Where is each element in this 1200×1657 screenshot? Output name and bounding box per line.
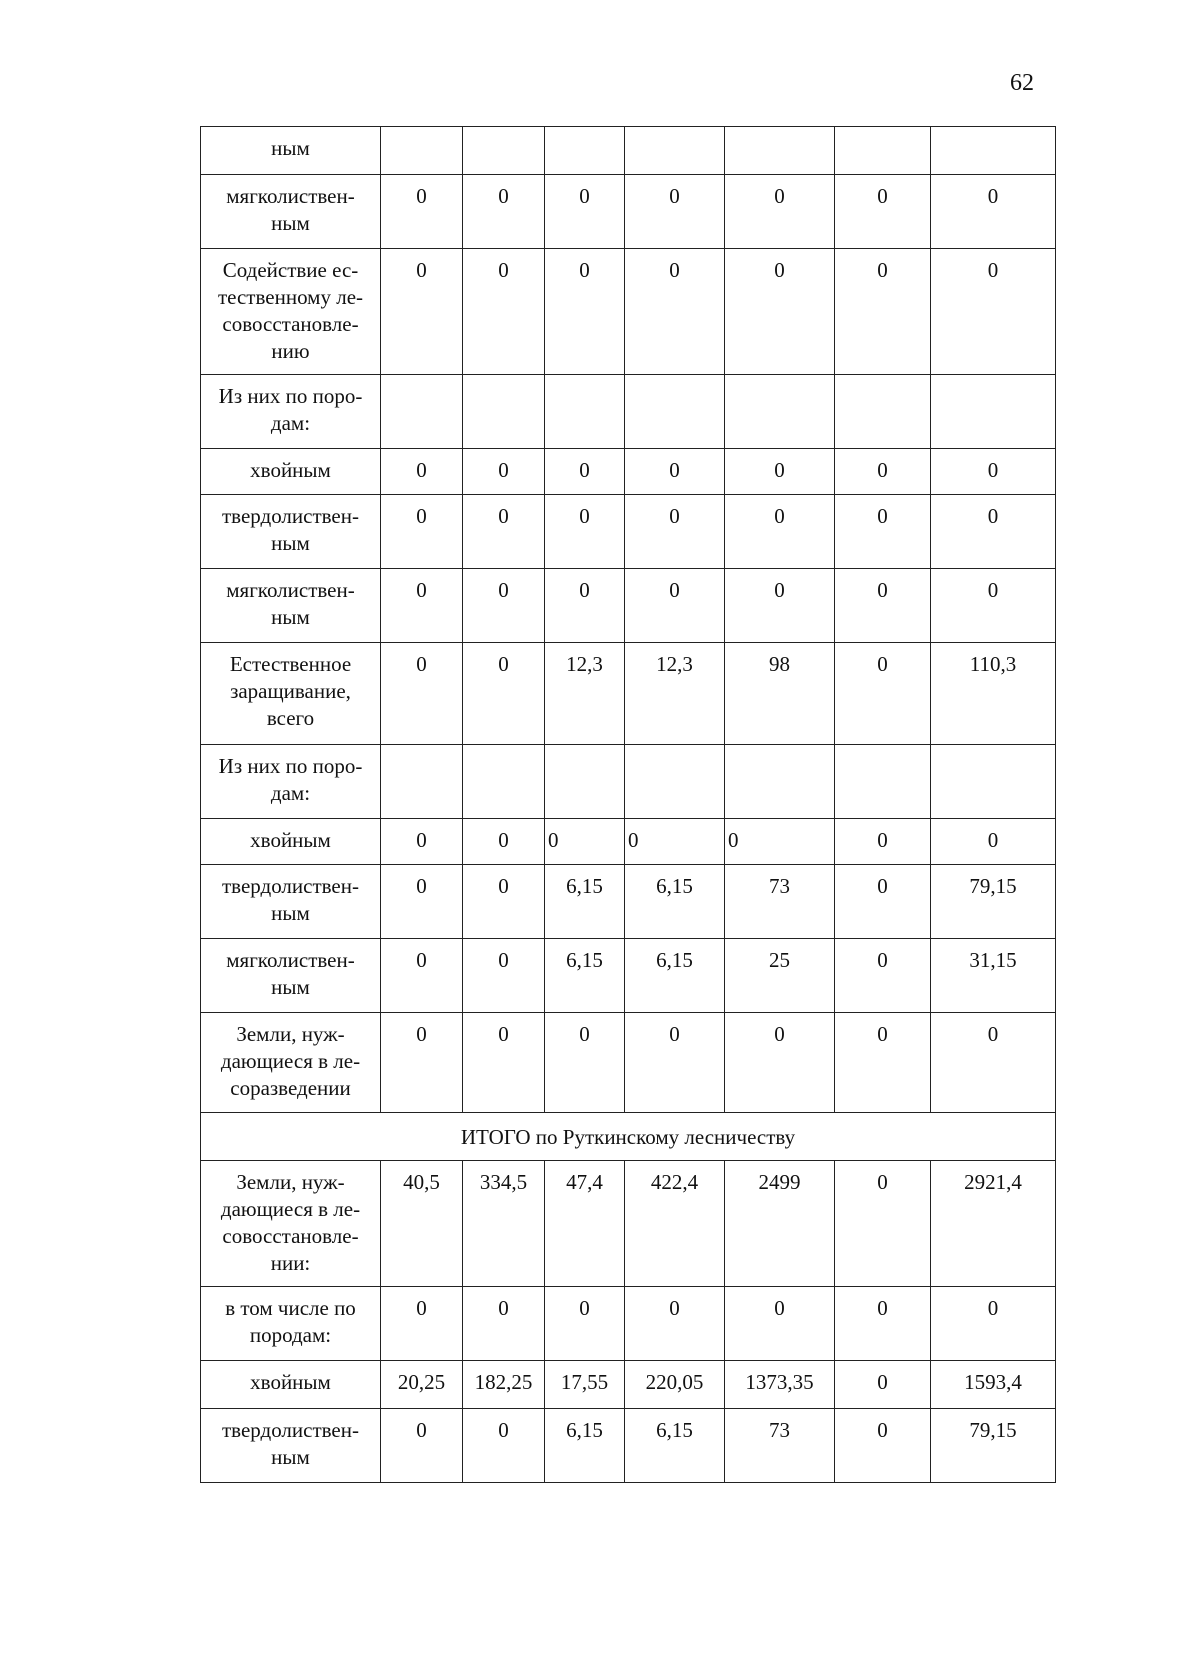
value-cell: 0 <box>835 1361 931 1409</box>
value-cell: 40,5 <box>381 1161 463 1287</box>
table-row <box>201 643 1056 745</box>
value-cell: 0 <box>835 643 931 745</box>
value-cell: 422,4 <box>625 1161 725 1287</box>
value-cell: 220,05 <box>625 1361 725 1409</box>
value-cell: 0 <box>463 495 545 569</box>
value-cell: 110,3 <box>931 643 1056 745</box>
value-cell: 17,55 <box>545 1361 625 1409</box>
value-cell: 0 <box>545 1013 625 1113</box>
value-cell: 0 <box>463 939 545 1013</box>
value-cell: 0 <box>625 1013 725 1113</box>
value-cell <box>381 375 463 449</box>
value-cell: 0 <box>725 495 835 569</box>
value-cell: 0 <box>545 1287 625 1361</box>
value-cell: 0 <box>835 1013 931 1113</box>
value-cell: 0 <box>545 819 625 865</box>
value-cell: 0 <box>625 569 725 643</box>
value-cell: 0 <box>381 643 463 745</box>
value-cell: 0 <box>381 1287 463 1361</box>
value-cell: 0 <box>931 819 1056 865</box>
row-label: ным <box>201 127 381 175</box>
table-row <box>201 569 1056 643</box>
section-row <box>201 1113 1056 1161</box>
value-cell: 0 <box>835 819 931 865</box>
table-row <box>201 1161 1056 1287</box>
value-cell: 2921,4 <box>931 1161 1056 1287</box>
value-cell <box>381 745 463 819</box>
value-cell: 0 <box>625 249 725 375</box>
row-label: мягколиствен-ным <box>201 939 381 1013</box>
value-cell: 0 <box>545 495 625 569</box>
value-cell: 0 <box>463 1409 545 1483</box>
value-cell: 0 <box>835 495 931 569</box>
value-cell: 0 <box>725 449 835 495</box>
value-cell <box>931 745 1056 819</box>
value-cell <box>381 127 463 175</box>
value-cell: 31,15 <box>931 939 1056 1013</box>
value-cell: 0 <box>381 495 463 569</box>
value-cell: 0 <box>381 939 463 1013</box>
value-cell: 0 <box>835 865 931 939</box>
value-cell: 73 <box>725 1409 835 1483</box>
table-row <box>201 1409 1056 1483</box>
value-cell <box>931 127 1056 175</box>
value-cell <box>725 127 835 175</box>
value-cell: 0 <box>625 495 725 569</box>
value-cell: 0 <box>931 1013 1056 1113</box>
value-cell: 12,3 <box>625 643 725 745</box>
table-row <box>201 865 1056 939</box>
value-cell: 0 <box>545 449 625 495</box>
value-cell: 0 <box>931 495 1056 569</box>
value-cell <box>545 375 625 449</box>
value-cell: 98 <box>725 643 835 745</box>
value-cell: 0 <box>545 175 625 249</box>
value-cell: 0 <box>381 175 463 249</box>
value-cell: 6,15 <box>625 1409 725 1483</box>
value-cell: 1373,35 <box>725 1361 835 1409</box>
value-cell: 334,5 <box>463 1161 545 1287</box>
row-label: твердолиствен-ным <box>201 495 381 569</box>
value-cell: 0 <box>463 1013 545 1113</box>
value-cell: 0 <box>625 175 725 249</box>
value-cell: 6,15 <box>625 939 725 1013</box>
table-row <box>201 939 1056 1013</box>
value-cell: 0 <box>463 1287 545 1361</box>
table-row <box>201 1287 1056 1361</box>
row-label: твердолиствен-ным <box>201 865 381 939</box>
value-cell: 0 <box>381 249 463 375</box>
table-body <box>201 127 1056 1483</box>
table-row <box>201 249 1056 375</box>
value-cell: 25 <box>725 939 835 1013</box>
table-row <box>201 495 1056 569</box>
value-cell: 0 <box>835 1287 931 1361</box>
value-cell: 79,15 <box>931 865 1056 939</box>
table-row <box>201 175 1056 249</box>
value-cell: 2499 <box>725 1161 835 1287</box>
row-label: мягколиствен-ным <box>201 569 381 643</box>
value-cell: 0 <box>463 249 545 375</box>
table-row <box>201 127 1056 175</box>
section-heading: ИТОГО по Руткинскому лесничеству <box>201 1113 1056 1161</box>
value-cell: 0 <box>931 1287 1056 1361</box>
row-label: Естественное заращивание, всего <box>201 643 381 745</box>
value-cell: 0 <box>725 175 835 249</box>
value-cell: 12,3 <box>545 643 625 745</box>
value-cell: 0 <box>725 249 835 375</box>
value-cell: 6,15 <box>545 939 625 1013</box>
table-row <box>201 1013 1056 1113</box>
value-cell: 79,15 <box>931 1409 1056 1483</box>
value-cell: 0 <box>931 175 1056 249</box>
row-label: твердолиствен-ным <box>201 1409 381 1483</box>
value-cell: 6,15 <box>545 1409 625 1483</box>
row-label: Из них по поро-дам: <box>201 745 381 819</box>
table-row <box>201 449 1056 495</box>
value-cell: 6,15 <box>545 865 625 939</box>
value-cell: 6,15 <box>625 865 725 939</box>
value-cell <box>625 745 725 819</box>
table-row <box>201 375 1056 449</box>
value-cell: 1593,4 <box>931 1361 1056 1409</box>
value-cell: 0 <box>381 449 463 495</box>
value-cell: 0 <box>463 643 545 745</box>
row-label: Из них по поро-дам: <box>201 375 381 449</box>
value-cell: 0 <box>835 1161 931 1287</box>
value-cell: 0 <box>381 1013 463 1113</box>
value-cell <box>725 375 835 449</box>
value-cell: 0 <box>931 249 1056 375</box>
value-cell: 0 <box>381 819 463 865</box>
table-row <box>201 819 1056 865</box>
value-cell <box>835 127 931 175</box>
value-cell: 47,4 <box>545 1161 625 1287</box>
value-cell: 0 <box>835 249 931 375</box>
value-cell: 0 <box>725 1013 835 1113</box>
row-label: в том числе по породам: <box>201 1287 381 1361</box>
value-cell <box>463 745 545 819</box>
value-cell: 0 <box>725 819 835 865</box>
value-cell: 0 <box>545 249 625 375</box>
page-number: 62 <box>1010 70 1034 96</box>
value-cell <box>463 375 545 449</box>
value-cell: 0 <box>381 865 463 939</box>
reforestation-table <box>200 126 1056 1483</box>
value-cell <box>835 375 931 449</box>
table-row <box>201 1361 1056 1409</box>
row-label: Содействие ес-тественному ле-совосстановле-нию <box>201 249 381 375</box>
value-cell: 0 <box>625 449 725 495</box>
value-cell: 0 <box>463 819 545 865</box>
value-cell: 0 <box>463 449 545 495</box>
value-cell: 0 <box>835 1409 931 1483</box>
value-cell <box>835 745 931 819</box>
value-cell: 0 <box>545 569 625 643</box>
row-label: Земли, нуж-дающиеся в ле-совосстановле-нии: <box>201 1161 381 1287</box>
value-cell <box>463 127 545 175</box>
value-cell: 0 <box>835 569 931 643</box>
value-cell: 0 <box>463 569 545 643</box>
value-cell: 0 <box>725 569 835 643</box>
value-cell: 73 <box>725 865 835 939</box>
value-cell <box>545 127 625 175</box>
row-label: хвойным <box>201 449 381 495</box>
value-cell: 0 <box>835 175 931 249</box>
value-cell: 0 <box>725 1287 835 1361</box>
value-cell <box>725 745 835 819</box>
value-cell: 0 <box>625 819 725 865</box>
value-cell: 20,25 <box>381 1361 463 1409</box>
value-cell: 0 <box>625 1287 725 1361</box>
row-label: хвойным <box>201 819 381 865</box>
row-label: Земли, нуж-дающиеся в ле-соразведении <box>201 1013 381 1113</box>
value-cell: 0 <box>835 939 931 1013</box>
value-cell: 182,25 <box>463 1361 545 1409</box>
value-cell: 0 <box>931 569 1056 643</box>
value-cell <box>931 375 1056 449</box>
value-cell: 0 <box>381 569 463 643</box>
row-label: мягколиствен-ным <box>201 175 381 249</box>
table-row <box>201 745 1056 819</box>
value-cell: 0 <box>381 1409 463 1483</box>
value-cell <box>625 127 725 175</box>
row-label: хвойным <box>201 1361 381 1409</box>
value-cell <box>545 745 625 819</box>
value-cell: 0 <box>463 175 545 249</box>
value-cell <box>625 375 725 449</box>
value-cell: 0 <box>931 449 1056 495</box>
value-cell: 0 <box>463 865 545 939</box>
value-cell: 0 <box>835 449 931 495</box>
